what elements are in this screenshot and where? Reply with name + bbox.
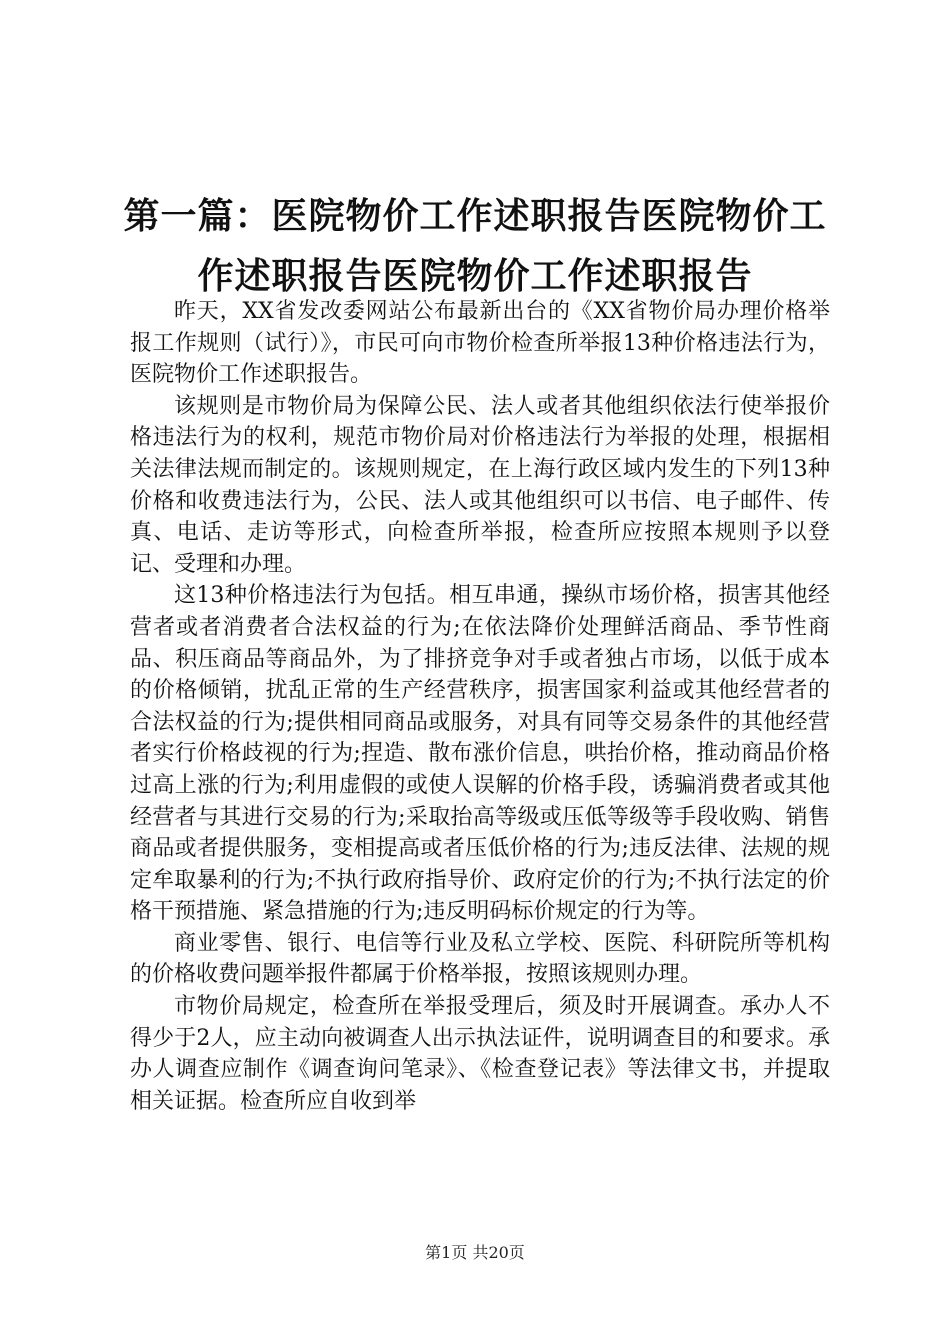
paragraph-1: 昨天，XX省发改委网站公布最新出台的《XX省物价局办理价格举报工作规则（试行）》，市民可向市物价检查所举报13种价格违法行为，医院物价工作述职报告。 [130, 299, 830, 388]
paragraph-5: 市物价局规定，检查所在举报受理后，须及时开展调查。承办人不得少于2人，应主动向被调查人出示执法证件，说明调查目的和要求。承办人调查应制作《调查询问笔录》、《检查登记表》等法律文书，并提取相关证据。检查所应自收到举 [130, 994, 830, 1114]
page-number-footer: 第1页 共20页 [425, 1243, 525, 1262]
document-title: 第一篇：医院物价工作述职报告医院物价工作述职报告医院物价工作述职报告 [123, 195, 827, 297]
document-body [130, 296, 830, 1117]
paragraph-4: 商业零售、银行、电信等行业及私立学校、医院、科研院所等机构的价格收费问题举报件都属于价格举报，按照该规则办理。 [130, 930, 830, 988]
paragraph-3: 这13种价格违法行为包括。相互串通，操纵市场价格，损害其他经营者或者消费者合法权益的行为;在依法降价处理鲜活商品、季节性商品、积压商品等商品外，为了排挤竞争对手或者独占市场，以低于成本的价格倾销，扰乱正常的生产经营秩序，损害国家利益或其他经营者的合法权益的行为;提供相同商品或服务，对具有同等交易条件的其他经营者实行价格歧视的行为;捏造、散布涨价信息，哄抬价格，推动商品价格过高上涨的行为;利用虚假的或使人误解的价格手段，诱骗消费者或其他经营者与其进行交易的行为;采取抬高等级或压低等级等手段收购、销售商品或者提供服务，变相提高或者压低价格的行为;违反法律、法规的规定牟取暴利的行为;不执行政府指导价、政府定价的行为;不执行法定的价格干预措施、紧急措施的行为;违反明码标价规定的行为等。 [130, 583, 830, 925]
paragraph-2: 该规则是市物价局为保障公民、法人或者其他组织依法行使举报价格违法行为的权利，规范市物价局对价格违法行为举报的处理，根据相关法律法规而制定的。该规则规定，在上海行政区域内发生的下列13种价格和收费违法行为，公民、法人或其他组织可以书信、电子邮件、传真、电话、走访等形式，向检查所举报，检查所应按照本规则予以登记、受理和办理。 [130, 393, 830, 577]
